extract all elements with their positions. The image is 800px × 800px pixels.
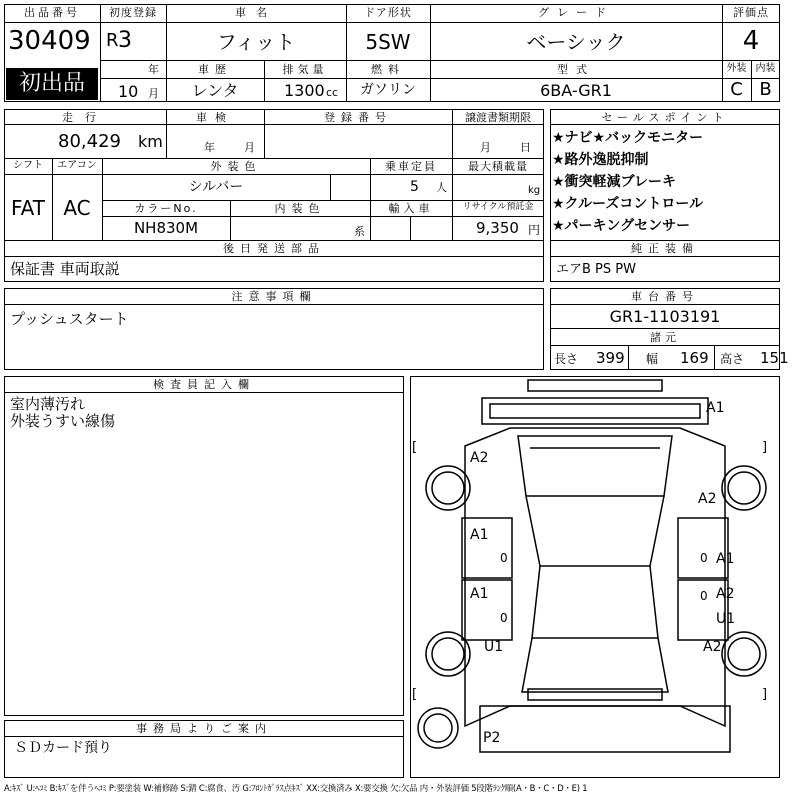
- chassis-number: GR1-1103191: [609, 307, 721, 326]
- width-label: 幅: [646, 352, 659, 366]
- standard-equipment-label: 純正装備: [631, 242, 699, 255]
- mileage-unit: km: [138, 132, 163, 151]
- damage-mark-rear-bumper: P2: [483, 730, 501, 746]
- interior-grade: B: [759, 79, 772, 100]
- lot-number: 30409: [8, 26, 91, 56]
- door-type-label: ドア形状: [364, 6, 412, 19]
- inspection-month-unit: 月: [244, 141, 255, 154]
- aircon-label: エアコン: [57, 160, 97, 171]
- exterior-label: 外装: [726, 63, 747, 74]
- specs-label: 諸元: [650, 331, 680, 344]
- diagram-bracket-open-2: [: [412, 687, 418, 702]
- sales-point-4: ★クルーズコントロール: [552, 196, 704, 212]
- year-unit: 年: [148, 63, 159, 76]
- notes-label: 注意事項欄: [231, 290, 317, 303]
- recycle-fee-label: リサイクル預託金: [462, 202, 534, 212]
- later-parts-label: 後日発送部品: [223, 242, 325, 255]
- later-parts: 保証書 車両取説: [10, 260, 120, 278]
- damage-mark-left-rear-fender: U1: [484, 639, 504, 655]
- transfer-day-unit: 日: [520, 141, 531, 154]
- damage-mark-right-rear-door-dent: U1: [716, 611, 736, 627]
- damage-mark-right-rear-door: A2: [716, 586, 735, 602]
- inspector-note-1: 室内薄汚れ: [10, 395, 86, 413]
- model-code-label: 型式: [557, 63, 595, 76]
- sales-point-1: ★ナビ★バックモニター: [552, 130, 704, 146]
- capacity: 5: [410, 179, 419, 195]
- color-number-label: カラーNo.: [134, 202, 198, 215]
- height: 151: [760, 349, 789, 367]
- office-label: 事務局よりご案内: [136, 722, 272, 735]
- displacement-unit: cc: [326, 86, 339, 99]
- car-diagram-svg: [410, 376, 780, 778]
- inspector-label: 検査員記入欄: [153, 378, 255, 391]
- capacity-unit: 人: [436, 181, 447, 194]
- registration-number-label: 登録番号: [324, 111, 392, 124]
- score: 4: [742, 26, 760, 56]
- first-listing-badge: 初出品: [6, 68, 98, 100]
- car-name: フィット: [216, 30, 296, 54]
- height-label: 高さ: [720, 352, 745, 366]
- standard-equipment: エアB PS PW: [556, 262, 636, 277]
- body-color-label: 外装色: [210, 160, 262, 173]
- legend: A:ｷｽﾞ U:ﾍｺﾐ B:ｷｽﾞを伴うﾍｺﾐ P:要塗装 W:補修跡 S:錆 C:腐食、汚 G:ﾌﾛﾝﾄｶﾞﾗｽ点ｷｽﾞ XX:交換済み X:要交換 欠:欠品 内・外装評価 5段階ﾗﾝｸ順(A・B・C・D・E) 1: [4, 783, 588, 793]
- door-type: 5SW: [365, 30, 411, 54]
- damage-mark-left-front-fender: A2: [470, 450, 489, 466]
- zero-mark-2: 0: [700, 551, 708, 565]
- model-code: 6BA-GR1: [540, 81, 612, 100]
- damage-mark-right-front-door: A1: [716, 551, 735, 567]
- registration-year: 3: [118, 28, 132, 53]
- damage-mark-left-rear-door: A1: [470, 586, 489, 602]
- diagram-bracket-open-1: [: [412, 440, 418, 455]
- sales-points-label: セールスポイント: [601, 111, 729, 124]
- score-label: 評価点: [733, 6, 769, 19]
- damage-mark-right-rear-fender: A2: [703, 639, 722, 655]
- grade-label: グレード: [538, 6, 614, 19]
- shift-label: シフト: [13, 160, 43, 171]
- max-load-label: 最大積載量: [468, 160, 528, 173]
- registration-month: 10: [118, 82, 139, 101]
- zero-mark-4: 0: [700, 589, 708, 603]
- mileage: 80,429: [58, 131, 121, 152]
- length: 399: [596, 349, 625, 367]
- interior-label: 内装: [755, 63, 776, 74]
- inspection-label: 車検: [196, 111, 234, 124]
- transfer-deadline-label: 譲渡書類期限: [465, 111, 531, 124]
- color-number: NH830M: [133, 219, 199, 237]
- diagram-bracket-close-1: ]: [762, 440, 768, 455]
- shift: FAT: [10, 196, 45, 220]
- interior-color-unit: 系: [354, 225, 365, 238]
- width: 169: [680, 349, 709, 367]
- month-unit: 月: [148, 87, 159, 100]
- recycle-fee-unit: 円: [528, 223, 541, 237]
- damage-mark-right-front-fender: A2: [698, 491, 717, 507]
- first-registration-label: 初度登録: [109, 6, 157, 19]
- aircon: AC: [63, 196, 91, 220]
- displacement-label: 排気量: [282, 63, 328, 76]
- grade: ベーシック: [526, 30, 626, 54]
- max-load-unit: kg: [528, 185, 541, 196]
- damage-mark-left-front-door: A1: [470, 527, 489, 543]
- notes-text: プッシュスタート: [10, 310, 129, 328]
- fuel-label: 燃料: [371, 63, 405, 76]
- import-label: 輸入車: [388, 202, 434, 215]
- fuel: ガソリン: [360, 82, 416, 98]
- diagram-bracket-close-2: ]: [762, 687, 768, 702]
- chassis-number-label: 車台番号: [631, 290, 699, 303]
- exterior-grade: C: [730, 79, 743, 100]
- mileage-label: 走行: [62, 111, 108, 124]
- damage-mark-front-bumper: A1: [706, 400, 725, 416]
- zero-mark-3: 0: [500, 611, 508, 625]
- transfer-month-unit: 月: [480, 141, 491, 154]
- interior-color-label: 内装色: [274, 202, 326, 215]
- sales-point-2: ★路外逸脱抑制: [552, 152, 649, 168]
- registration-era: R: [106, 30, 119, 51]
- length-label: 長さ: [554, 352, 579, 366]
- sales-point-5: ★パーキングセンサー: [552, 218, 691, 234]
- sales-point-3: ★衝突軽減ブレーキ: [552, 174, 676, 190]
- lot-number-label: 出品番号: [24, 6, 80, 19]
- displacement: 1300: [284, 81, 325, 100]
- capacity-label: 乗車定員: [385, 160, 437, 173]
- inspector-note-2: 外装うすい線傷: [10, 412, 116, 430]
- history-label: 車歴: [198, 63, 232, 76]
- office-text: ＳＤカード預り: [14, 740, 112, 756]
- history: レンタ: [191, 81, 239, 100]
- recycle-fee: 9,350: [476, 219, 519, 237]
- body-color: シルバー: [188, 179, 244, 195]
- car-name-label: 車名: [235, 6, 277, 19]
- inspection-year-unit: 年: [204, 141, 215, 154]
- zero-mark-1: 0: [500, 551, 508, 565]
